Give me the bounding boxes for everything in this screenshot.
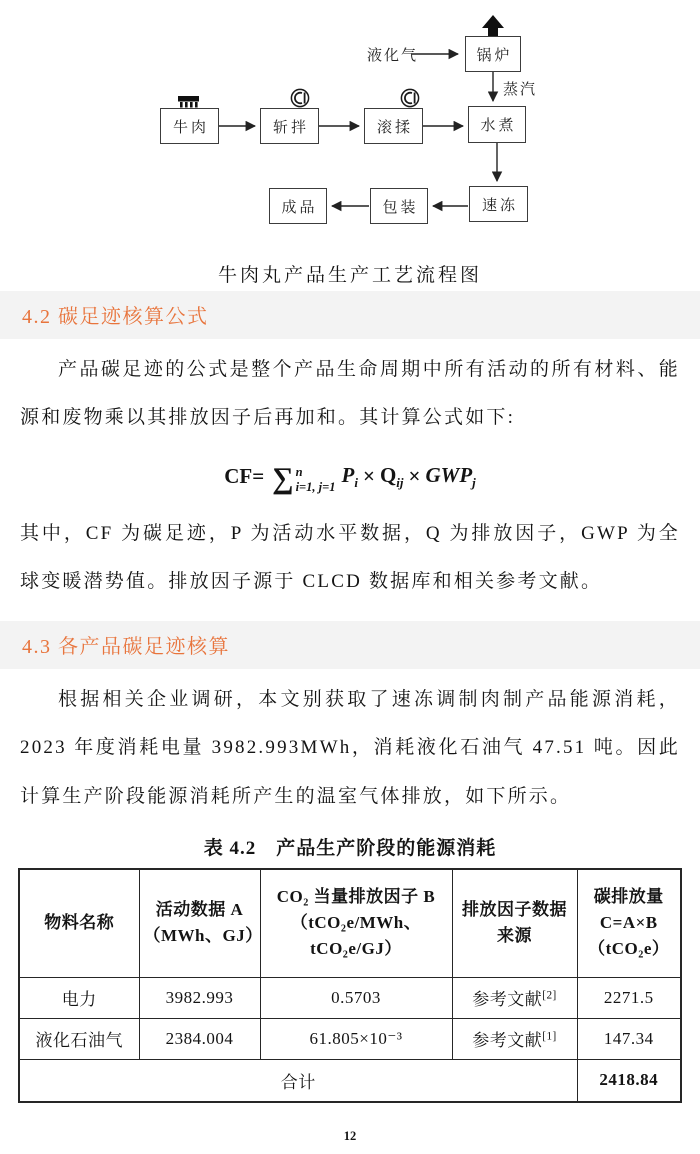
p-symbol: P xyxy=(341,462,355,487)
section-heading-4-3: 4.3 各产品碳足迹核算 xyxy=(0,621,700,669)
cell-total-label: 合计 xyxy=(19,1059,577,1102)
cell-total-value: 2418.84 xyxy=(577,1059,681,1102)
source-ref: [2] xyxy=(542,989,557,1002)
process-flowchart xyxy=(0,0,700,250)
paragraph-formula-explain: 其中，CF 为碳足迹，P 为活动水平数据，Q 为排放因子，GWP 为全球变暖潜势值。排放因子源于 CLCD 数据库和相关参考文献。 xyxy=(20,522,680,593)
energy-consumption-table xyxy=(18,868,682,1103)
col-header-emission-factor: CO₂ 当量排放因子 B（tCO₂e/MWh、tCO₂e/GJ） xyxy=(260,869,452,977)
paragraph-energy-consumption: 根据相关企业调研，本文别获取了速冻调制肉制产品能源消耗，2023 年度消耗电量 3982.993MWh，消耗液化石油气 47.51 吨。因此计算生产阶段能源消耗所产生的温室气体排放，如下所示。 xyxy=(20,688,680,807)
chimney-icon xyxy=(482,15,504,36)
source-ref: [1] xyxy=(542,1030,557,1043)
sigma-symbol: ∑ xyxy=(272,461,294,495)
formula-term-gwp xyxy=(425,463,475,491)
col-header-activity-data: 活动数据 A（MWh、GJ） xyxy=(139,869,260,977)
col-header-material: 物料名称 xyxy=(19,869,139,977)
cell-activity: 2384.004 xyxy=(139,1018,260,1059)
cell-emission: 2271.5 xyxy=(577,977,681,1018)
electric-plug-icon xyxy=(401,89,418,106)
electric-plug-icon xyxy=(291,89,308,106)
formula-lhs: CF= xyxy=(224,464,265,489)
gwp-symbol: GWP xyxy=(425,462,473,487)
flow-label-lpg: 液化气 xyxy=(367,48,419,64)
cell-factor: 61.805×10⁻³ xyxy=(260,1018,452,1059)
table-total-row xyxy=(19,1059,681,1102)
flow-node-finished: 成品 xyxy=(269,188,327,224)
cell-material: 液化石油气 xyxy=(19,1018,139,1059)
q-symbol: Q xyxy=(379,462,397,487)
flow-node-pack: 包装 xyxy=(370,188,428,224)
table-header-row xyxy=(19,869,681,977)
flowchart-caption: 牛肉丸产品生产工艺流程图 xyxy=(217,265,482,286)
source-text: 参考文献 xyxy=(472,990,543,1010)
flow-label-steam: 蒸汽 xyxy=(503,82,538,98)
cell-activity: 3982.993 xyxy=(139,977,260,1018)
p-subscript: i xyxy=(354,474,358,490)
table-row-lpg xyxy=(19,1018,681,1059)
multiply-sign: × xyxy=(362,464,375,489)
cell-source xyxy=(452,977,577,1018)
flow-node-beef: 牛肉 xyxy=(160,108,219,144)
flow-node-boiler: 锅炉 xyxy=(465,36,521,72)
cell-source xyxy=(452,1018,577,1059)
col-header-factor-source: 排放因子数据来源 xyxy=(452,869,577,977)
flow-node-tumble: 滚揉 xyxy=(364,108,423,144)
flow-node-freeze: 速冻 xyxy=(469,186,528,222)
flowchart-connectors xyxy=(0,0,700,250)
col-header-carbon-emission: 碳排放量 C=A×B（tCO₂e） xyxy=(577,869,681,977)
page-number: 12 xyxy=(343,1129,357,1143)
source-text: 参考文献 xyxy=(472,1031,543,1051)
multiply-sign: × xyxy=(408,464,421,489)
paragraph-formula-intro: 产品碳足迹的公式是整个产品生命周期中所有活动的所有材料、能源和废物乘以其排放因子后再加和。其计算公式如下: xyxy=(20,359,680,429)
sigma-upper-limit: n xyxy=(295,464,303,479)
formula-term-p xyxy=(342,463,358,491)
sigma-lower-limit: i=1, j=1 xyxy=(295,479,336,494)
cell-factor: 0.5703 xyxy=(260,977,452,1018)
q-subscript: ij xyxy=(396,474,404,490)
sigma-limits xyxy=(296,465,336,495)
formula-term-q xyxy=(380,463,404,491)
truck-icon xyxy=(178,96,199,108)
table-caption: 表 4.2 产品生产阶段的能源消耗 xyxy=(203,838,497,860)
section-heading-4-2: 4.2 碳足迹核算公式 xyxy=(0,291,700,339)
gwp-subscript: j xyxy=(472,474,476,490)
flow-node-chop: 斩拌 xyxy=(260,108,319,144)
cell-emission: 147.34 xyxy=(577,1018,681,1059)
flow-node-boil: 水煮 xyxy=(468,106,526,143)
cell-material: 电力 xyxy=(19,977,139,1018)
carbon-footprint-formula xyxy=(0,451,700,503)
table-row-electricity xyxy=(19,977,681,1018)
